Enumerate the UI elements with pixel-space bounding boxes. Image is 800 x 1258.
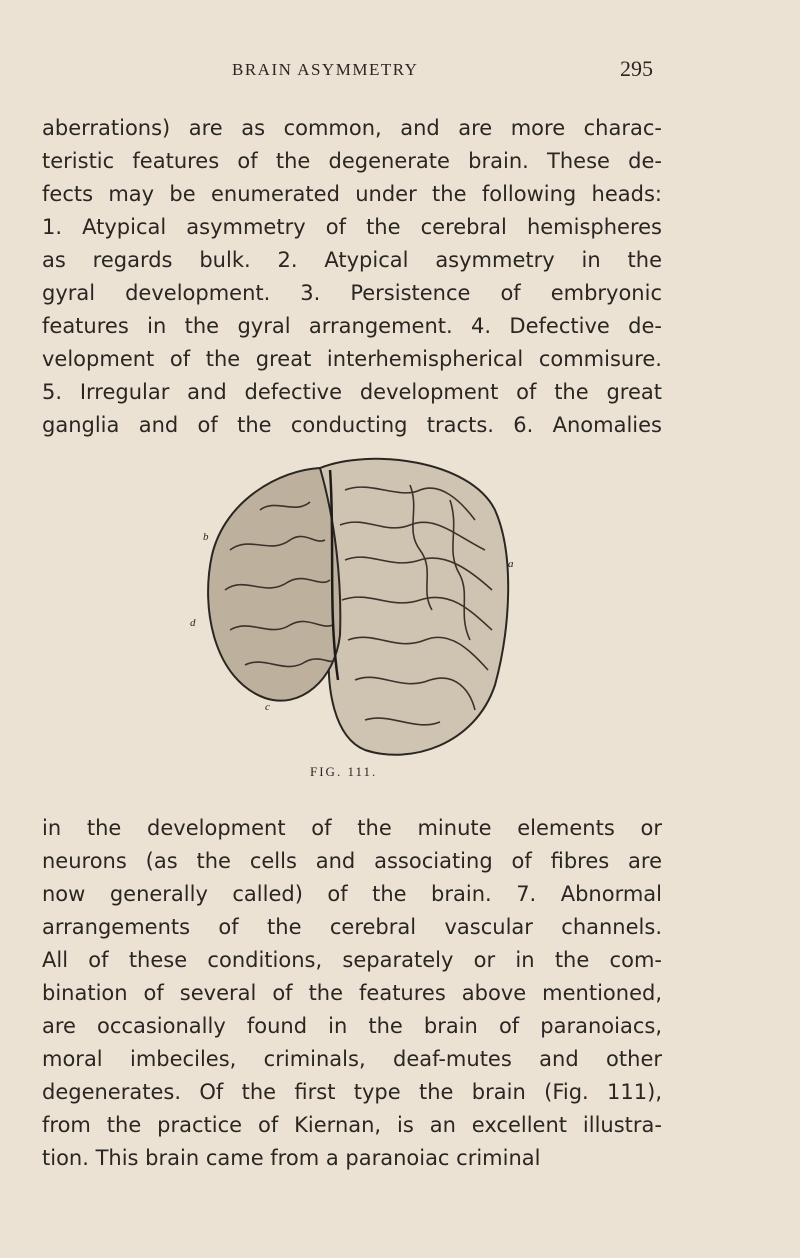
figure-label-d: d [190,617,196,629]
text-line: are occasionally found in the brain of paranoiacs, [42,1014,662,1038]
figure-label-c: c [265,701,270,713]
text-line: moral imbeciles, criminals, deaf-mutes and other [42,1047,662,1071]
figure-caption: FIG. 111. [310,764,378,779]
text-line: from the practice of Kiernan, is an excellent illustra- [42,1113,662,1137]
text-line: bination of several of the features above mentioned, [42,981,662,1005]
text-line: All of these conditions, separately or in the com- [42,948,662,972]
text-line: arrangements of the cerebral vascular channels. [42,915,662,939]
paragraph-top [42,112,662,442]
text-line: features in the gyral arrangement. 4. Defective de- [42,314,662,338]
text-line: neurons (as the cells and associating of fibres are [42,849,662,873]
text-line: 5. Irregular and defective development of the great [42,380,662,404]
text-line: as regards bulk. 2. Atypical asymmetry in the [42,248,662,272]
text-line: degenerates. Of the first type the brain (Fig. 111), [42,1080,662,1104]
text-line: gyral development. 3. Persistence of embryonic [42,281,662,305]
left-hemisphere [208,468,340,701]
text-line: in the development of the minute elements or [42,816,662,840]
paragraph-bottom [42,812,662,1175]
text-line: now generally called) of the brain. 7. Abnormal [42,882,662,906]
text-line: tion. This brain came from a paranoiac criminal [42,1146,541,1170]
text-line: aberrations) are as common, and are more charac- [42,116,662,140]
text-line: velopment of the great interhemispherical commisure. [42,347,662,371]
brain-illustration-icon [170,440,550,770]
figure-label-b: b [203,531,209,543]
figure-label-a: a [508,558,514,570]
text-line: 1. Atypical asymmetry of the cerebral hemispheres [42,215,662,239]
text-line: ganglia and of the conducting tracts. 6. Anomalies [42,413,662,437]
running-title: BRAIN ASYMMETRY [232,60,419,79]
text-line: fects may be enumerated under the following heads: [42,182,662,206]
brain-figure [170,440,550,770]
right-hemisphere [316,459,508,755]
text-line: teristic features of the degenerate brain. These de- [42,149,662,173]
page-number: 295 [620,56,653,81]
